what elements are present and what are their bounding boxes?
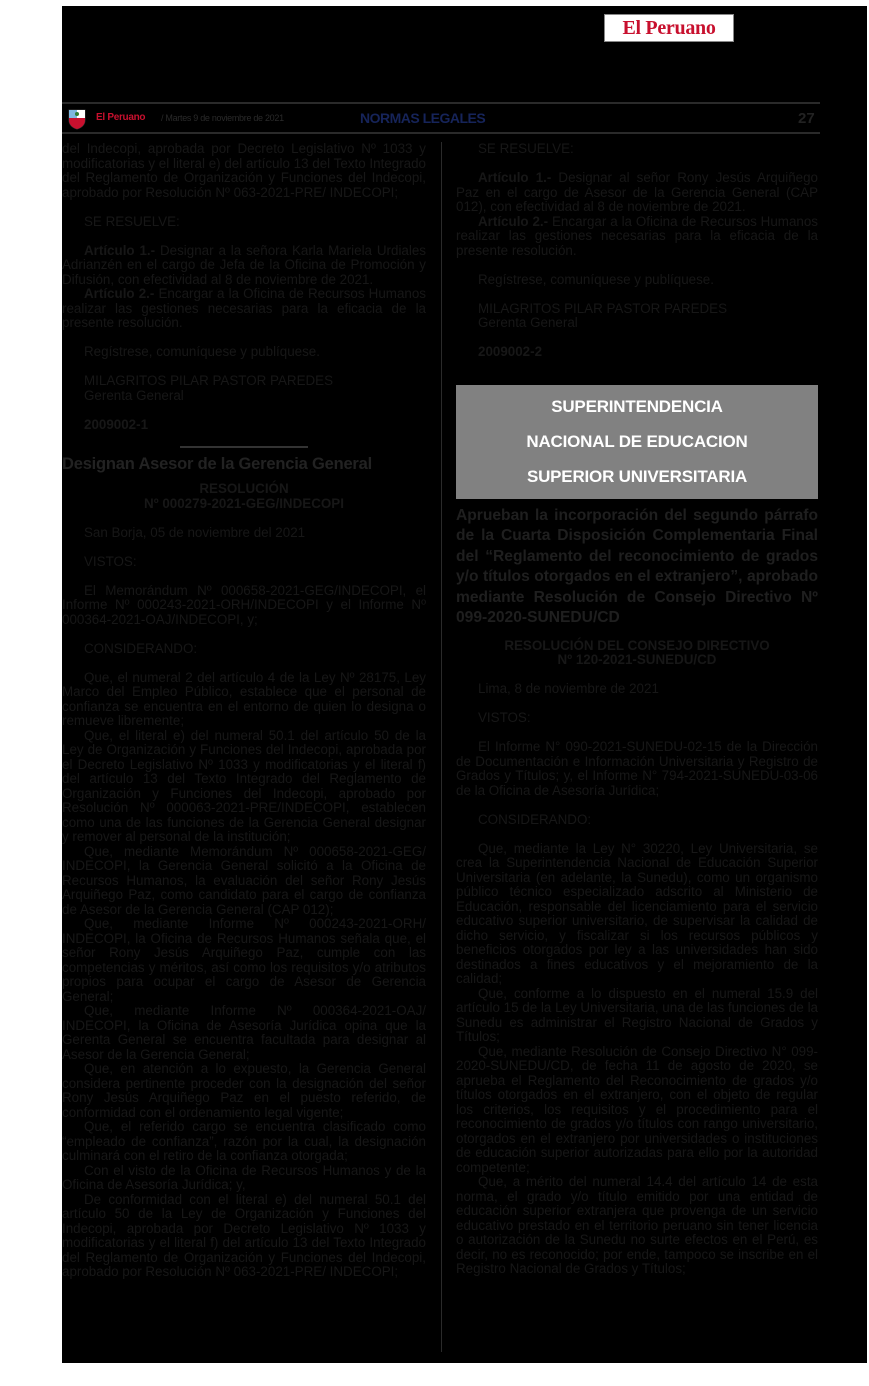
section-separator <box>180 446 308 448</box>
coat-of-arms-icon <box>65 107 89 131</box>
left-paragraph: Que, el numeral 2 del artículo 4 de la Ley Nº 28175, Ley Marco del Empleo Público, establece que el personal de confianza se encuentra en el entorno de quien lo designa o remueve libremente; <box>62 669 426 728</box>
el-peruano-logo <box>604 14 734 42</box>
right-paragraph: Que, a mérito del numeral 14.4 del artículo 14 de esta norma, el grado y/o título emitido por una entidad de educación superior extranjera que provenga de un servicio educativo prestado en el territorio peruano sin tener licencia o autorización de la Sunedu no surte efectos en el Perú, es decir, no es reconocido; por ende, tampoco se inscribe en el Registro Nacional de Grados y Títulos; <box>456 1174 818 1276</box>
right-signer-role: Gerenta General <box>478 315 578 330</box>
left-se-resuelve: SE RESUELVE: <box>84 213 180 229</box>
header-publication: El Peruano <box>96 112 146 123</box>
left-paragraph: Con el visto de la Oficina de Recursos Humanos y de la Oficina de Asesoría Jurídica; y, <box>62 1162 426 1192</box>
right-res-line1: RESOLUCIÓN DEL CONSEJO DIRECTIVO <box>504 637 770 653</box>
left-paragraph: Que, mediante Informe Nº 000243-2021-ORH/ INDECOPI, la Oficina de Recursos Humanos señala que, el señor Rony Jesús Arquiñego Paz, cumple con las competencias y méritos, así como los requisitos y/o atributos propios para ocupar el cargo de Asesor de Gerencia General; <box>62 916 426 1004</box>
header-bottom-rule <box>62 132 820 134</box>
left-paragraph: Que, mediante Informe Nº 000364-2021-OAJ/ INDECOPI, la Oficina de Asesoría Jurídica opina que la Gerenta General se encuentra facultada para designar al Asesor de la Gerencia General; <box>62 1003 426 1062</box>
right-vistos: VISTOS: <box>478 710 531 725</box>
left-paragraph: Que, el referido cargo se encuentra clasificado como “empleado de confianza”, razón por la cual, la designación culminará con el retiro de la confianza otorgada; <box>62 1119 426 1163</box>
right-article-2 <box>456 215 818 259</box>
right-se-resuelve: SE RESUELVE: <box>478 141 574 156</box>
left-paragraph: De conformidad con el literal e) del numeral 50.1 del artículo 50 de la Ley de Organización y Funciones del Indecopi, aprobada por Decreto Legislativo Nº 1033 y modificatorias y el literal f) del artículo 13 del Texto Integrado del Reglamento de Organización y Funciones del Indecopi, aprobado por Resolución Nº 063-2021-PRE/ INDECOPI; <box>62 1191 426 1279</box>
right-article-1 <box>456 171 818 215</box>
page-bottom-rule <box>62 1361 867 1363</box>
right-art1-text: Designar al señor Rony Jesús Arquiñego Paz en el cargo de Asesor de la Gerencia General (CAP 012), con efectividad al 8 de noviembre de 2021. <box>456 170 818 214</box>
left-art2-text: Encargar a la Oficina de Recursos Humanos realizar las gestiones necesarias para la eficacia de la presente resolución. <box>62 286 426 330</box>
right-art2-label: Artículo 2.- <box>478 213 549 229</box>
right-code: 2009002-2 <box>478 344 543 359</box>
left-registrese: Regístrese, comuníquese y publíquese. <box>84 344 320 359</box>
column-divider <box>441 142 442 1352</box>
right-art2-text: Encargar a la Oficina de Recursos Humanos realizar las gestiones necesarias para la eficacia de la presente resolución. <box>456 213 818 258</box>
left-paragraph: Que, mediante Memorándum Nº 000658-2021-GEG/ INDECOPI, la Gerencia General solicitó a la Oficina de Recursos Humanos, la evaluación del señor Rony Jesús Arquiñego Paz, como candidato para el cargo de confianza de Asesor de la Gerencia General (CAP 012); <box>62 843 426 917</box>
right-paragraph: Que, conforme a lo dispuesto en el numeral 15.9 del artículo 15 de la Ley Universitaria, una de las funciones de la Sunedu es administrar el Registro Nacional de Grados y Títulos; <box>456 985 818 1044</box>
left-art1-text: Designar a la señora Karla Mariela Urdiales Adrianzén en el cargo de Jefa de la Oficina de Promoción y Difusión, con efectividad al 8 de noviembre de 2021. <box>62 242 426 287</box>
logo-text: El Peruano <box>622 16 716 39</box>
left-vistos: VISTOS: <box>84 553 137 569</box>
left-art2-label: Artículo 2.- <box>84 286 155 301</box>
right-vistos-text: El Informe N° 090-2021-SUNEDU-02-15 de la Dirección de Documentación e Información Universitaria y Registro de Grados y Títulos; y, el Informe N° 794-2021-SUNEDU-03-06 de la Oficina de Asesoría Jurídica; <box>456 739 818 798</box>
left-code: 2009002-1 <box>84 416 149 432</box>
header-section: NORMAS LEGALES <box>360 110 486 126</box>
left-art1-label: Artículo 1.- <box>84 242 156 258</box>
running-header <box>62 106 820 128</box>
left-intro: del Indecopi, aprobada por Decreto Legislativo Nº 1033 y modificatorias y el literal e) del artículo 13 del Texto Integrado del Reglamento de Organización y Funciones del Indecopi, aprobado por Resolución Nº 063-2021-PRE/ INDECOPI; <box>62 141 426 200</box>
header-date: / Martes 9 de noviembre de 2021 <box>161 113 284 123</box>
right-art1-label: Artículo 1.- <box>478 170 552 185</box>
left-column <box>62 142 426 1280</box>
right-paragraph: Que, mediante Resolución de Consejo Directivo N° 099-2020-SUNEDU/CD, de fecha 11 de agosto de 2020, se aprueba el Reglamento del Reconocimiento de grados y/o títulos otorgados en el extranjero, con el objeto de regular los criterios, los requisitos y el procedimiento para el reconocimiento de grados y/o títulos con rango universitario, otorgados en el extranjero por universidades o instituciones de educación superior autorizadas para ello por la autoridad competente; <box>456 1043 818 1175</box>
left-paragraph: Que, el literal e) del numeral 50.1 del artículo 50 de la Ley de Organización y Funciones del Indecopi, aprobada por el Decreto Legislativo Nº 1033 y modificatorias y el literal f) del artículo 13 del Texto Integrado del Reglamento de Organización y Funciones del Indecopi, aprobado por Resolución Nº 000063-2021-PRE/INDECOPI, establecen como una de las funciones de la Gerencia General designar y remover al personal de la institución; <box>62 727 426 844</box>
left-paragraph: Que, en atención a lo expuesto, la Gerencia General considera pertinente proceder con la designación del señor Rony Jesús Arquiñego Paz en el puesto referido, de conformidad con el ordenamiento legal vigente; <box>62 1061 426 1120</box>
institution-line: SUPERINTENDENCIA <box>551 397 723 416</box>
right-column <box>456 142 818 1277</box>
left-signer: MILAGRITOS PILAR PASTOR PAREDES <box>84 373 334 388</box>
left-res-line1: RESOLUCIÓN <box>199 481 289 496</box>
institution-line: SUPERIOR UNIVERSITARIA <box>526 467 748 486</box>
left-title: Designan Asesor de la Gerencia General <box>62 455 373 473</box>
right-res-line2: Nº 120-2021-SUNEDU/CD <box>557 652 717 667</box>
right-title: Aprueban la incorporación del segundo párrafo de la Cuarta Disposición Complementaria Final del “Reglamento del reconocimiento de grados y/o títulos otorgados en el extranjero”, aprobado mediante Resolución de Consejo Directivo Nº 099-2020-SUNEDU/CD <box>456 506 818 626</box>
right-place-date: Lima, 8 de noviembre de 2021 <box>478 681 659 696</box>
left-res-line2: Nº 000279-2021-GEG/INDECOPI <box>144 495 344 511</box>
left-vistos-text: El Memorándum Nº 000658-2021-GEG/INDECOPI, el Informe Nº 000243-2021-ORH/INDECOPI y el Informe Nº 000364-2021-OAJ/INDECOPI, y; <box>62 582 426 627</box>
left-article-1 <box>62 244 426 288</box>
right-paragraph: Que, mediante la Ley N° 30220, Ley Universitaria, se crea la Superintendencia Nacional de Educación Superior Universitaria (en adelante, la Sunedu), como un organismo público técnico especializado adscrito al Ministerio de Educación, responsable del licenciamiento para el servicio educativo superior universitario, de supervisar la calidad de dicho servicio, y fiscalizar si los recursos públicos y beneficios otorgados por ley a las universidades han sido destinados a fines educativos y el mejoramiento de la calidad; <box>456 840 818 986</box>
right-signer: MILAGRITOS PILAR PASTOR PAREDES <box>478 300 728 316</box>
newspaper-page <box>62 6 867 1361</box>
right-registrese: Regístrese, comuníquese y publíquese. <box>478 271 714 287</box>
header-top-rule <box>62 102 820 104</box>
left-place-date: San Borja, 05 de noviembre del 2021 <box>84 524 306 540</box>
left-considerando: CONSIDERANDO: <box>84 640 198 656</box>
right-considerando: CONSIDERANDO: <box>478 811 592 827</box>
page-number: 27 <box>798 110 815 127</box>
institution-line: NACIONAL DE EDUCACION <box>526 432 748 451</box>
left-signer-role: Gerenta General <box>84 387 184 403</box>
institution-banner <box>456 385 818 499</box>
left-article-2 <box>62 287 426 331</box>
